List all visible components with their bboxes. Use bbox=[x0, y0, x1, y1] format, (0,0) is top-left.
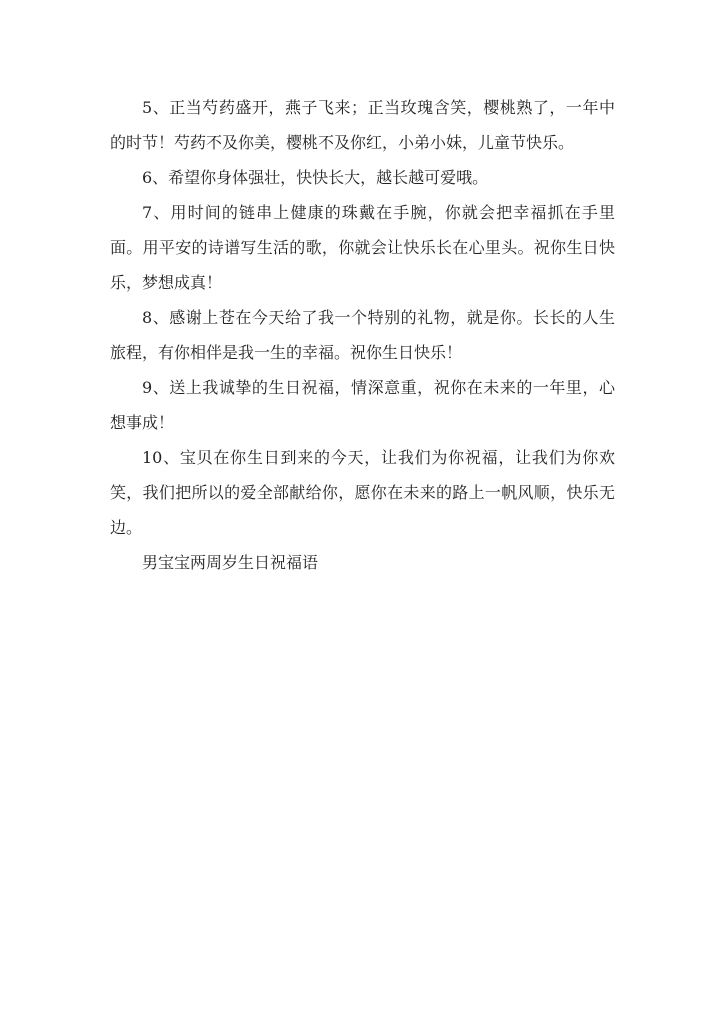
section-heading: 男宝宝两周岁生日祝福语 bbox=[142, 553, 319, 572]
paragraph-10: 10、宝贝在你生日到来的今天，让我们为你祝福，让我们为你欢笑，我们把所以的爱全部献给你，愿你在未来的路上一帆风顺，快乐无边。 bbox=[110, 448, 615, 537]
paragraph-8: 8、感谢上苍在今天给了我一个特别的礼物，就是你。长长的人生旅程，有你相伴是我一生的幸福。祝你生日快乐！ bbox=[110, 308, 615, 362]
document-body bbox=[110, 90, 615, 580]
paragraph-7: 7、用时间的链串上健康的珠戴在手腕，你就会把幸福抓在手里面。用平安的诗谱写生活的歌，你就会让快乐长在心里头。祝你生日快乐，梦想成真！ bbox=[110, 203, 615, 292]
paragraph-9: 9、送上我诚挚的生日祝福，情深意重，祝你在未来的一年里，心想事成！ bbox=[110, 378, 615, 432]
paragraph-5: 5、正当芍药盛开，燕子飞来；正当玫瑰含笑，樱桃熟了，一年中的时节！芍药不及你美，樱桃不及你红，小弟小妹，儿童节快乐。 bbox=[110, 98, 615, 152]
paragraph-6: 6、希望你身体强壮，快快长大，越长越可爱哦。 bbox=[142, 168, 489, 187]
